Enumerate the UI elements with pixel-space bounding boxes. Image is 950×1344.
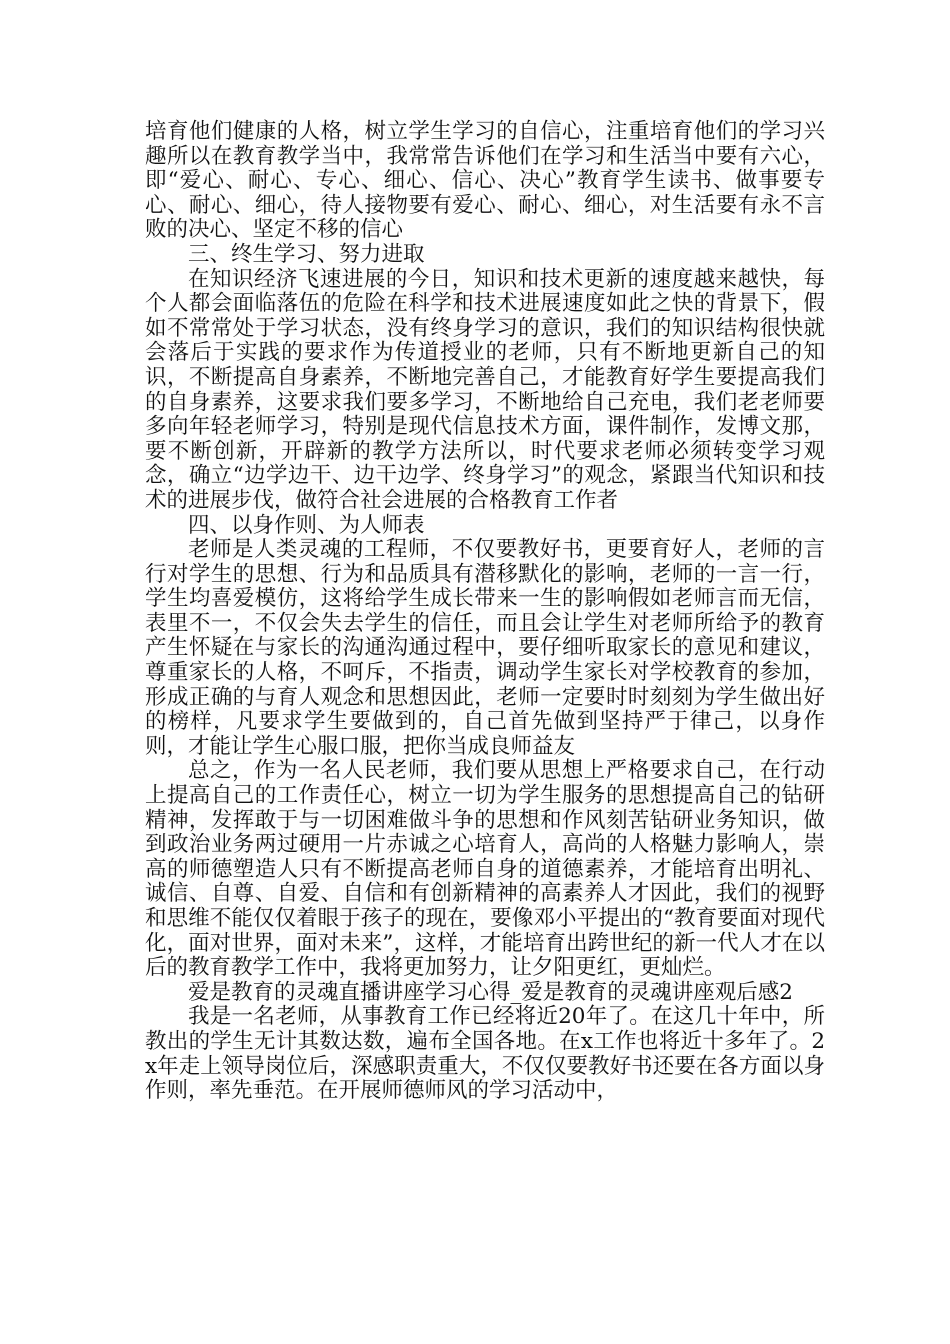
paragraph-role-model: 老师是人类灵魂的工程师，不仅要教好书，更要育好人，老师的言行对学生的思想、行为和品质具有潜移默化的影响，老师的一言一行，学生均喜爱模仿，这将给学生成长带来一生的影响假如老师言而无信，表里不一，不仅会失去学生的信任，而且会让学生对老师所给予的教育产生怀疑在与家长的沟通沟通过程中，要仔细听取家长的意见和建议，尊重家长的人格，不呵斥，不指责，调动学生家长对学校教育的参加，形成正确的与育人观念和思想因此，老师一定要时时刻刻为学生做出好的榜样，凡要求学生要做到的，自己首先做到坚持严于律己，以身作则，才能让学生心服口服，把你当成良师益友 bbox=[145, 537, 825, 759]
section-heading-3: 三、终生学习、努力进取 bbox=[188, 241, 425, 267]
paragraph-intro-2: 我是一名老师，从事教育工作已经将近20年了。在这几十年中，所教出的学生无计其数达数，遍布全国各地。在x工作也将近十多年了。2x年走上领导岗位后，深感职责重大，不仅仅要教好书还要在各方面以身作则，率先垂范。在开展师德师风的学习活动中， bbox=[145, 1004, 825, 1104]
document-page bbox=[145, 120, 825, 1104]
paragraph-conclusion: 总之，作为一名人民老师，我们要从思想上严格要求自己，在行动上提高自己的工作责任心，树立一切为学生服务的思想提高自己的钻研精神，发挥敢于与一切困难做斗争的思想和作风刻苦钻研业务知识，做到政治业务两过硬用一片赤诚之心培育人，高尚的人格魅力影响人，崇高的师德塑造人只有不断提高老师自身的道德素养，才能培育出明礼、诚信、自尊、自爱、自信和有创新精神的高素养人才因此，我们的视野和思维不能仅仅着眼于孩子的现在，要像邓小平提出的“教育要面对现代化，面对世界，面对未来”，这样，才能培育出跨世纪的新一代人才在以后的教育教学工作中，我将更加努力，让夕阳更红，更灿烂。 bbox=[145, 758, 825, 981]
article-title-2: 爱是教育的灵魂直播讲座学习心得_爱是教育的灵魂讲座观后感2 bbox=[188, 979, 793, 1005]
section-heading-4: 四、以身作则、为人师表 bbox=[188, 512, 425, 538]
paragraph-lifelong-learning: 在知识经济飞速进展的今日，知识和技术更新的速度越来越快，每个人都会面临落伍的危险在科学和技术进展速度如此之快的背景下，假如不常常处于学习状态，没有终身学习的意识，我们的知识结构很快就会落后于实践的要求作为传道授业的老师，只有不断地更新自己的知识，不断提高自身素养，不断地完善自己，才能教育好学生要提高我们的自身素养，这要求我们要多学习，不断地给自己充电，我们老老师要多向年轻老师学习，特别是现代信息技术方面，课件制作，发博文那，要不断创新，开辟新的教学方法所以，时代要求老师必须转变学习观念，确立“边学边干、边干边学、终身学习”的观念，紧跟当代知识和技术的进展步伐，做符合社会进展的合格教育工作者 bbox=[145, 266, 825, 513]
paragraph-continued: 培育他们健康的人格，树立学生学习的自信心，注重培育他们的学习兴趣所以在教育教学当中，我常常告诉他们在学习和生活当中要有六心，即“爱心、耐心、专心、细心、信心、决心”教育学生读书、做事要专心、耐心、细心，待人接物要有爱心、耐心、细心，对生活要有永不言败的决心、坚定不移的信心 bbox=[145, 119, 825, 243]
